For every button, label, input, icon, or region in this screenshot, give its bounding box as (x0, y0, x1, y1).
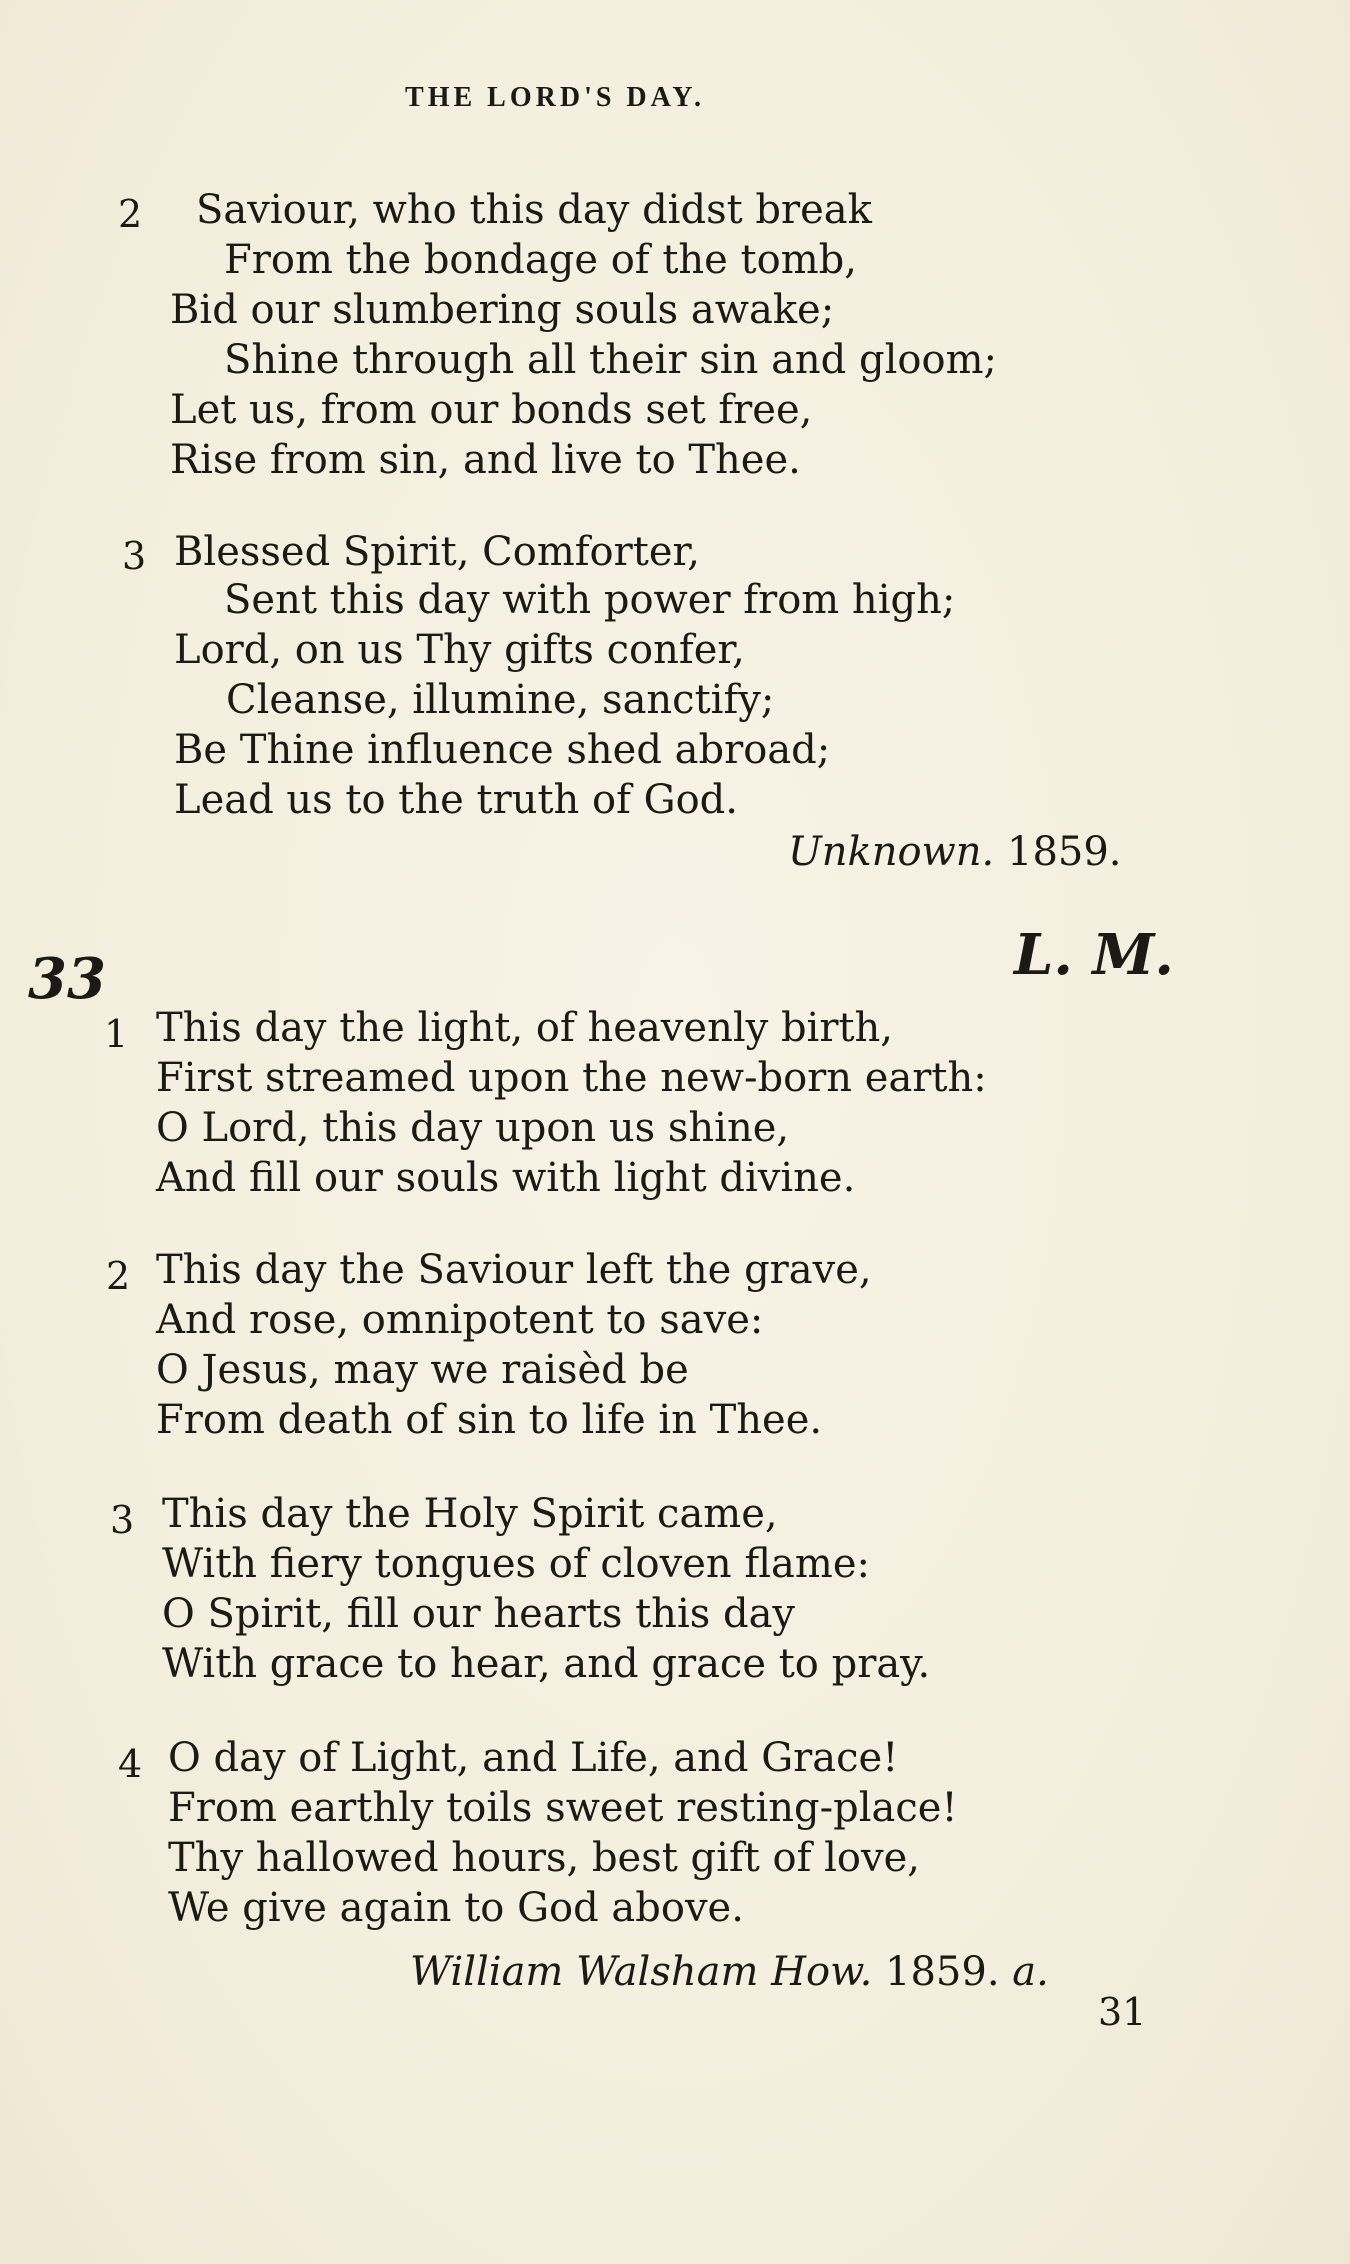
verse-line: With fiery tongues of cloven flame: (162, 1541, 870, 1587)
verse-line: Sent this day with power from high; (224, 577, 956, 623)
verse-line: This day the Holy Spirit came, (162, 1491, 778, 1537)
verse-line: O Jesus, may we raisèd be (156, 1347, 689, 1393)
verse-line: And rose, omnipotent to save: (156, 1297, 764, 1343)
attribution-author: Unknown. (788, 829, 995, 875)
attribution (788, 828, 1122, 876)
verse-line: With grace to hear, and grace to pray. (162, 1641, 931, 1687)
page-number: 31 (1098, 1990, 1147, 2034)
attribution-suffix: a. (1012, 1949, 1049, 1995)
verse-line: We give again to God above. (168, 1885, 744, 1931)
verse-line: This day the light, of heavenly birth, (156, 1005, 894, 1051)
verse-number: 3 (110, 1498, 135, 1542)
hymn-meter: L. M. (1014, 922, 1174, 988)
attribution-year: 1859. (885, 1949, 1000, 1995)
verse-line: O Lord, this day upon us shine, (156, 1105, 790, 1151)
verse-number: 2 (118, 192, 143, 236)
verse-line: First streamed upon the new-born earth: (156, 1055, 987, 1101)
verse-number: 3 (122, 534, 147, 578)
verse-line: Rise from sin, and live to Thee. (170, 437, 801, 483)
hymn-number: 33 (28, 946, 106, 1012)
verse-line: From the bondage of the tomb, (224, 237, 857, 283)
verse-line: O Spirit, fill our hearts this day (162, 1591, 796, 1637)
attribution-author: William Walsham How. (410, 1949, 873, 1995)
verse-number: 2 (106, 1254, 131, 1298)
verse-number: 1 (104, 1012, 129, 1056)
verse-line: Thy hallowed hours, best gift of love, (168, 1835, 920, 1881)
verse-line: From earthly toils sweet resting-place! (168, 1785, 958, 1831)
verse-line: Shine through all their sin and gloom; (224, 337, 997, 383)
verse-line: Lead us to the truth of God. (174, 777, 738, 823)
verse-line: Let us, from our bonds set free, (170, 387, 813, 433)
attribution (410, 1948, 1049, 1996)
verse-line: This day the Saviour left the grave, (156, 1247, 872, 1293)
verse-line: Lord, on us Thy gifts confer, (174, 627, 745, 673)
verse-line: Blessed Spirit, Comforter, (174, 529, 700, 575)
verse-line: O day of Light, and Life, and Grace! (168, 1735, 899, 1781)
verse-number: 4 (118, 1742, 143, 1786)
verse-line: Cleanse, illumine, sanctify; (226, 677, 775, 723)
verse-line: Saviour, who this day didst break (196, 187, 872, 233)
verse-line: And fill our souls with light divine. (156, 1155, 856, 1201)
verse-line: Bid our slumbering souls awake; (170, 287, 835, 333)
running-header: THE LORD'S DAY. (405, 82, 705, 113)
verse-line: From death of sin to life in Thee. (156, 1397, 823, 1443)
verse-line: Be Thine influence shed abroad; (174, 727, 831, 773)
attribution-year: 1859. (1007, 829, 1122, 875)
